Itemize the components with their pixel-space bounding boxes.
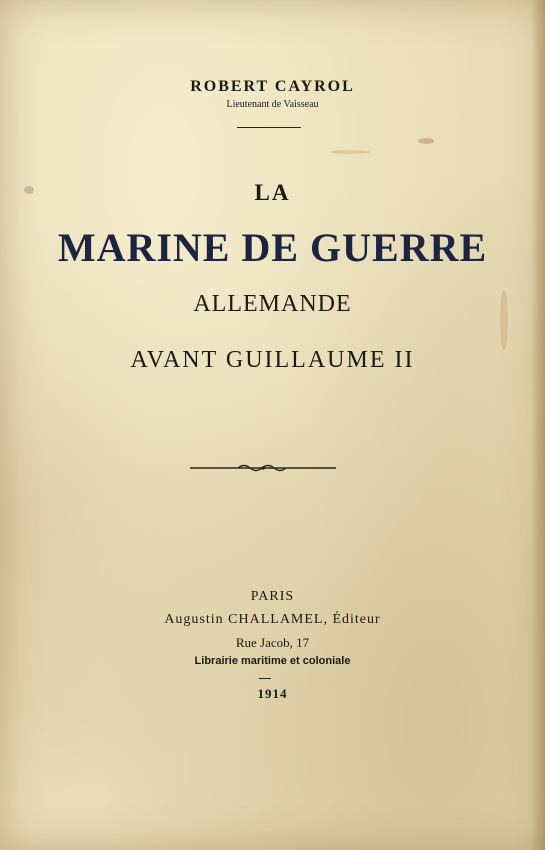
title-line-3: ALLEMANDE bbox=[193, 291, 352, 317]
title-line-2: MARINE DE GUERRE bbox=[57, 225, 488, 270]
ornament-divider bbox=[190, 462, 336, 474]
publication-year: 1914 bbox=[257, 686, 288, 701]
title-line-4: AVANT GUILLAUME II bbox=[130, 347, 415, 373]
title-line-1: LA bbox=[254, 180, 291, 205]
publisher-name: Augustin CHALLAMEL, Éditeur bbox=[164, 612, 381, 627]
author-name: ROBERT CAYROL bbox=[190, 78, 355, 95]
publisher-address: Rue Jacob, 17 bbox=[235, 635, 310, 650]
cover-edge-shadow bbox=[531, 0, 545, 850]
publisher-city: PARIS bbox=[250, 589, 295, 604]
foxing-spot bbox=[418, 138, 434, 144]
publisher-note: Librairie maritime et coloniale bbox=[194, 655, 351, 667]
author-rank: Lieutenant de Vaisseau bbox=[226, 99, 319, 110]
foxing-spot bbox=[330, 150, 370, 154]
year-dash bbox=[259, 678, 271, 679]
author-divider bbox=[237, 127, 301, 128]
